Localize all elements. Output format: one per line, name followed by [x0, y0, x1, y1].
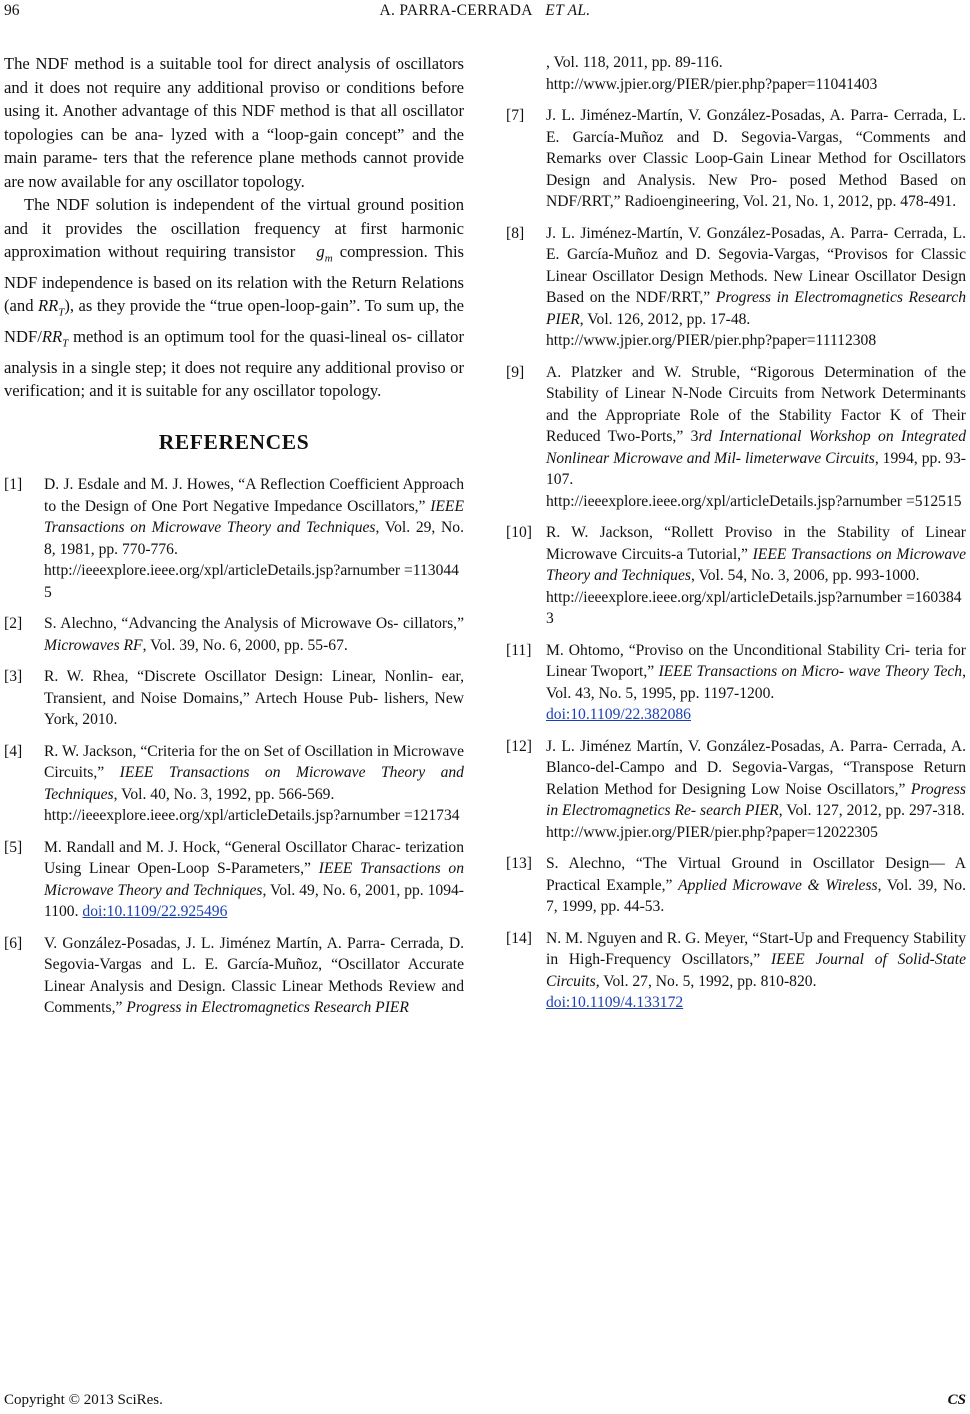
- running-title-authors: A. PARRA-CERRADA: [379, 2, 533, 19]
- reference-9: [506, 362, 966, 513]
- math-gm-sub: m: [324, 252, 333, 265]
- reference-3: [4, 666, 464, 731]
- reference-body: V. González-Posadas, J. L. Jiménez Martín, A. Parra- Cerrada, D. Segovia-Vargas and L. E. García-Muñoz, “Oscillator Accurate Linear Analysis and Design. Classic Linear Methods Review and Comments,” Progress in Electromagnetics Research PIER: [44, 934, 464, 1017]
- reference-6-continued: [506, 52, 966, 95]
- reference-body: J. L. Jiménez-Martín, V. González-Posadas, A. Parra- Cerrada, L. E. García-Muñoz and D. Segovia-Vargas, “Provisos for Classic Linear Oscillator Design Methods. New Linear Oscillator Design Based on the NDF/RRT,” Progress in Electromagnetics Research PIER, Vol. 126, 2012, pp. 17-48. http://www.jpier.org/PIER/pier.php?paper=11112308: [546, 223, 966, 352]
- running-header: [0, 2, 970, 24]
- reference-doi-link[interactable]: doi:10.1109/22.925496: [82, 903, 228, 921]
- reference-doi-link[interactable]: doi:10.1109/22.382086: [546, 706, 691, 723]
- math-rrt-2: [41, 327, 69, 350]
- reference-url[interactable]: http://www.jpier.org/PIER/pier.php?paper=11041403: [546, 75, 878, 93]
- reference-13: [506, 853, 966, 918]
- reference-body: N. M. Nguyen and R. G. Meyer, “Start-Up and Frequency Stability in High-Frequency Oscillators,” IEEE Journal of Solid-State Circuits, Vol. 27, No. 5, 1992, pp. 810-820. doi:10.1109/4.133172: [546, 928, 966, 1014]
- reference-5: [4, 837, 464, 923]
- reference-12: [506, 736, 966, 844]
- math-rr2-sub: T: [62, 337, 69, 350]
- reference-url[interactable]: http://ieeexplore.ieee.org/xpl/articleDetails.jsp?arnumber =1603843: [546, 588, 962, 627]
- reference-body: A. Platzker and W. Struble, “Rigorous Determination of the Stability of Linear N-Node Circuits from Network Determinants and the Appropriate Role of the Stability Factor K of Their Reduced Two-Ports,” 3rd International Workshop on Integrated Nonlinear Microwave and Mil- limeterwave Circuits, 1994, pp. 93-107. http://ieeexplore.ieee.org/xpl/articleDetails.jsp?arnumber =512515: [546, 362, 966, 513]
- running-title-etal: ET AL.: [545, 2, 591, 19]
- reference-6: [4, 933, 464, 1019]
- p2-text-b: compression. This NDF independence is based on its relation with the Return Relations (and: [4, 242, 465, 316]
- reference-number: [9]: [506, 363, 525, 381]
- p2-text-c: ), as they provide the “true open-loop-gain”. To sum up, the NDF/: [4, 296, 465, 347]
- reference-number: [10]: [506, 524, 532, 541]
- reference-number: [7]: [506, 107, 525, 124]
- reference-url[interactable]: http://www.jpier.org/PIER/pier.php?paper=11112308: [546, 332, 877, 349]
- math-rr2-base: RR: [41, 327, 63, 347]
- reference-8: [506, 223, 966, 352]
- reference-body: J. L. Jiménez-Martín, V. González-Posadas, A. Parra- Cerrada, L. E. García-Muñoz and D. Segovia-Vargas, “Comments and Remarks over Classic Loop-Gain Linear Method for Oscillators Design and Analysis. New Pro- posed Method Based on NDF/RRT,” Radioengineering, Vol. 21, No. 1, 2012, pp. 478-491.: [546, 107, 966, 210]
- reference-doi-link[interactable]: doi:10.1109/4.133172: [546, 994, 684, 1011]
- right-column: [506, 52, 966, 1024]
- reference-number: [12]: [506, 737, 532, 755]
- reference-7: [506, 105, 966, 213]
- math-gm-base: g: [316, 242, 325, 261]
- copyright-notice: Copyright © 2013 SciRes.: [4, 1392, 163, 1408]
- page-number: 96: [4, 2, 20, 19]
- reference-number: [6]: [4, 934, 23, 952]
- reference-number: [4]: [4, 742, 23, 760]
- reference-number: [14]: [506, 929, 532, 947]
- p2-text-d: method is an optimum tool for the quasi-lineal os- cillator analysis in a single step; it does not require any additional proviso or verification; and it is suitable for any oscillator topology.: [4, 327, 464, 401]
- reference-14: [506, 928, 966, 1014]
- reference-url[interactable]: http://www.jpier.org/PIER/pier.php?paper=12022305: [546, 823, 878, 841]
- reference-number: [13]: [506, 855, 532, 872]
- math-gm: [302, 242, 333, 265]
- reference-body: , Vol. 118, 2011, pp. 89-116. http://www.jpier.org/PIER/pier.php?paper=11041403: [546, 52, 966, 95]
- body-paragraph-1: The NDF method is a suitable tool for direct analysis of oscillators and it does not require any additional proviso or conditions before using it. Another advantage of this NDF method is that all oscillator topologies can be ana- lyzed with a “loop-gain concept” and the main parame- ters that the reference plane methods cannot provide are now available for any oscillator topology.: [4, 54, 464, 191]
- reference-4: [4, 741, 464, 827]
- reference-2: [4, 613, 464, 656]
- reference-number: [1]: [4, 476, 23, 494]
- p2-text-a: The NDF solution is independent of the virtual ground position and it provides the oscillation frequency at first harmonic approximation without requiring transistor: [4, 195, 464, 261]
- reference-url[interactable]: http://ieeexplore.ieee.org/xpl/articleDetails.jsp?arnumber =512515: [546, 492, 962, 510]
- reference-body: R. W. Rhea, “Discrete Oscillator Design: Linear, Nonlin- ear, Transient, and Noise Domains,” Artech House Pub- lishers, New York, 2010.: [44, 668, 464, 729]
- references-heading: REFERENCES: [158, 429, 310, 454]
- math-rrt-1: [37, 296, 65, 319]
- reference-number: [2]: [4, 615, 23, 633]
- reference-body: S. Alechno, “Advancing the Analysis of Microwave Os- cillators,” Microwaves RF, Vol. 39, No. 6, 2000, pp. 55-67.: [44, 615, 464, 654]
- reference-10: [506, 522, 966, 630]
- reference-body: D. J. Esdale and M. J. Howes, “A Reflection Coefficient Approach to the Design of One Port Negative Impedance Oscillators,” IEEE Transactions on Microwave Theory and Techniques, Vol. 29, No. 8, 1981, pp. 770-776. http://ieeexplore.ieee.org/xpl/articleDetails.jsp?arnumber =1130445: [44, 474, 464, 603]
- reference-number: [11]: [506, 641, 532, 659]
- left-column: [4, 52, 464, 1029]
- body-paragraph-2: [4, 193, 464, 403]
- reference-number: [8]: [506, 224, 525, 242]
- reference-11: [506, 640, 966, 726]
- reference-body: J. L. Jiménez Martín, V. González-Posadas, A. Parra- Cerrada, A. Blanco-del-Campo and D. Segovia-Vargas, “Transpose Return Relation Method for Designing Low Noise Oscillators,” Progress in Electromagnetics Re- search PIER, Vol. 127, 2012, pp. 297-318. http://www.jpier.org/PIER/pier.php?paper=12022305: [546, 736, 966, 844]
- reference-body: R. W. Jackson, “Criteria for the on Set of Oscillation in Microwave Circuits,” IEEE Transactions on Microwave Theory and Techniques, Vol. 40, No. 3, 1992, pp. 566-569. http://ieeexplore.ieee.org/xpl/articleDetails.jsp?arnumber =121734: [44, 741, 464, 827]
- reference-number: [3]: [4, 668, 23, 686]
- math-rr-base: RR: [37, 296, 59, 316]
- reference-number: [5]: [4, 838, 23, 856]
- reference-url[interactable]: http://ieeexplore.ieee.org/xpl/articleDetails.jsp?arnumber =1130445: [44, 562, 459, 601]
- reference-url[interactable]: http://ieeexplore.ieee.org/xpl/articleDetails.jsp?arnumber =121734: [44, 807, 460, 825]
- reference-body: R. W. Jackson, “Rollett Proviso in the Stability of Linear Microwave Circuits-a Tutorial,” IEEE Transactions on Microwave Theory and Techniques, Vol. 54, No. 3, 2006, pp. 993-1000. http://ieeexplore.ieee.org/xpl/articleDetails.jsp?arnumber =1603843: [546, 522, 966, 630]
- running-title: [0, 2, 970, 20]
- reference-1: [4, 474, 464, 603]
- reference-body: S. Alechno, “The Virtual Ground in Oscillator Design— A Practical Example,” Applied Microwave & Wireless, Vol. 39, No. 7, 1999, pp. 44-53.: [546, 855, 966, 915]
- reference-body: M. Randall and M. J. Hock, “General Oscillator Charac- terization Using Linear Open-Loop S-Parameters,” IEEE Transactions on Microwave Theory and Techniques, Vol. 49, No. 6, 2001, pp. 1094-1100. doi:10.1109/22.925496: [44, 838, 464, 921]
- math-rr-sub: T: [58, 306, 65, 319]
- reference-body: M. Ohtomo, “Proviso on the Unconditional Stability Cri- teria for Linear Twoport,” IEEE Transactions on Micro- wave Theory Tech, Vol. 43, No. 5, 1995, pp. 1197-1200. doi:10.1109/22.382086: [546, 640, 966, 726]
- journal-abbreviation: CS: [947, 1392, 966, 1408]
- reference-number-spacer: [506, 52, 546, 95]
